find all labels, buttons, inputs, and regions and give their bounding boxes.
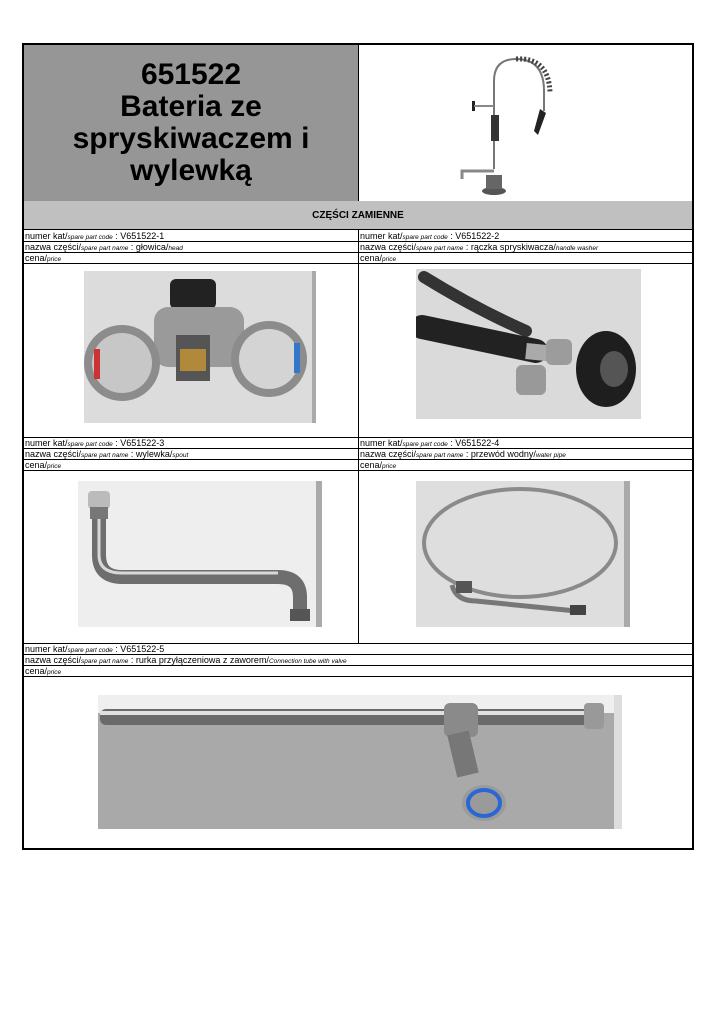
product-name-line3: wylewką <box>130 154 252 187</box>
part-5-name-row: nazwa części/spare part name : rurka przyłączeniowa z zaworem/Connection tube with valve <box>25 655 347 665</box>
spout-photo <box>78 481 322 627</box>
part-4-code-row: numer kat/spare part code : V651522-4 <box>360 438 500 448</box>
part-4-name-row: nazwa części/spare part name : przewód wodny/water pipe <box>360 449 566 459</box>
product-name-line1: Bateria ze <box>120 90 262 123</box>
product-name-line2: spryskiwaczem i <box>72 122 310 155</box>
part-3-code-row: numer kat/spare part code : V651522-3 <box>25 438 165 448</box>
part-1-price-row: cena/price <box>25 253 62 263</box>
water-hose-photo <box>416 481 630 627</box>
part-5-price-row: cena/price <box>25 666 62 676</box>
spare-parts-header: CZĘŚCI ZAMIENNE <box>24 201 692 229</box>
product-title <box>73 59 310 187</box>
part-2-name-row: nazwa części/spare part name : rączka spryskiwacza/handle washer <box>360 242 599 252</box>
valve-head-photo <box>84 271 316 423</box>
part-2-price-row: cena/price <box>360 253 397 263</box>
connection-tube-photo <box>98 695 622 829</box>
part-4-price-row: cena/price <box>360 460 397 470</box>
part-5-code-row: numer kat/spare part code : V651522-5 <box>25 644 165 654</box>
spare-parts-sheet <box>22 43 694 850</box>
part-1-code-row: numer kat/spare part code : V651522-1 <box>25 231 165 241</box>
spray-handle-photo <box>416 269 641 419</box>
product-image <box>454 51 574 197</box>
part-3-name-row: nazwa części/spare part name : wylewka/spout <box>25 449 189 459</box>
part-3-price-row: cena/price <box>25 460 62 470</box>
part-2-code-row: numer kat/spare part code : V651522-2 <box>360 231 500 241</box>
title-cell <box>24 45 358 201</box>
part-1-name-row: nazwa części/spare part name : głowica/head <box>25 242 183 252</box>
product-code: 651522 <box>140 58 242 91</box>
